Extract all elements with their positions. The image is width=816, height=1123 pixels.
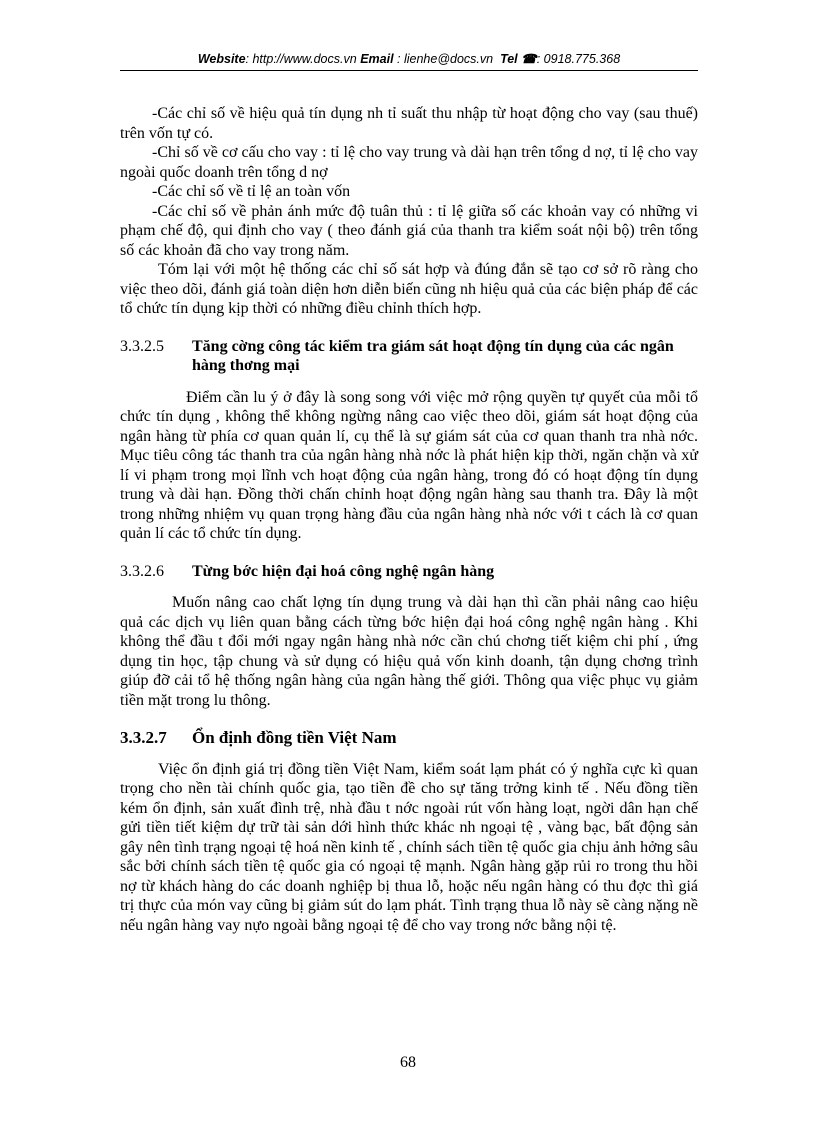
- phone-icon: ☎: [521, 52, 537, 66]
- email-value: : lienhe@docs.vn: [397, 52, 494, 66]
- section-number: 3.3.2.5: [120, 337, 164, 355]
- paragraph-8: Việc ổn định giá trị đồng tiền Việt Nam, kiểm soát lạm phát có ý nghĩa cực kì quan trọng cho nền tài chính quốc gia, tạo tiền đề cho sự tăng trởng kinh tế . Nếu đồng tiền kém ổn định, sản xuất đình trệ, nhà đầu t nớc ngoài rút vốn hàng loạt, ngời dân hạn chế gửi tiền tiết kiệm dự trữ tài sản dới hình thức khác nh ngoại tệ , vàng bạc, bất động sản gây nên tình trạng ngoại tệ hoá nền kinh tế , chính sách tiền tệ quốc gia chịu ảnh hởng sâu sắc bởi chính sách tiền tệ quốc gia có ngoại tệ mạnh. Ngân hàng gặp rủi ro trong thu hồi nợ từ khách hàng do các doanh nghiệp bị thua lỗ, hoặc nếu ngân hàng có thu đợc thì giá trị thực của món vay cũng bị giảm sút do lạm phát. Tình trạng thua lỗ này sẽ càng nặng nề nếu ngân hàng vay nựo ngoài bằng ngoại tệ để cho vay trong nớc bằng nội tệ.: [120, 760, 698, 934]
- paragraph-7: Muốn nâng cao chất lợng tín dụng trung và dài hạn thì cần phải nâng cao hiệu quả các dịch vụ liên quan bằng cách từng bớc hiện đại hoá công nghệ ngân hàng . Khi không thể đầu t đổi mới ngay ngân hàng nhà nớc cần chú chơng tiết kiệm chi phí , ứng dụng tin học, tập chung và sử dụng có hiệu quả vốn kinh doanh, tận dụng chơng trình giúp đỡ cải tổ hệ thống ngân hàng của ngân hàng thế giới. Thông qua việc phục vụ giảm tiền mặt trong lu thông.: [120, 594, 698, 709]
- paragraph-2: -Chỉ số về cơ cấu cho vay : tỉ lệ cho vay trung và dài hạn trên tổng d nợ, tỉ lệ cho vay ngoài quốc doanh trên tổng d nợ: [120, 144, 698, 181]
- paragraph-6: Điểm cần lu ý ở đây là song song với việc mở rộng quyền tự quyết của mỗi tổ chức tín dụng , không thể không ngừng nâng cao việc theo dõi, giám sát hoạt động của ngân hàng từ phía cơ quan quản lí, cụ thể là sự giám sát của cơ quan thanh tra nhà nớc. Mục tiêu công tác thanh tra của ngân hàng nhà nớc là phát hiện kịp thời, ngăn chặn và xử lí vi phạm trong mọi lĩnh vch hoạt động của ngân hàng, trong đó có hoạt động tín dụng trung và dài hạn. Đồng thời chấn chỉnh hoạt động ngân hàng sau thanh tra. Đây là một trong những nhiệm vụ quan trọng hàng đầu của ngân hàng nhà nớc với t cách là cơ quan quản lí các tổ chức tín dụng.: [120, 388, 698, 542]
- section-number: 3.3.2.6: [120, 562, 164, 580]
- section-title: Từng bớc hiện đại hoá công nghệ ngân hàng: [192, 562, 495, 580]
- website-value: : http://www.docs.vn: [245, 52, 357, 66]
- section-title: Tăng cờng công tác kiểm tra giám sát hoạt động tín dụng của các ngân hàng thơng mại: [192, 337, 674, 374]
- tel-value: : 0918.775.368: [536, 52, 621, 66]
- page-number: 68: [400, 1054, 416, 1071]
- section-heading-3-3-2-7: [120, 728, 698, 748]
- paragraph-5: Tóm lại với một hệ thống các chỉ số sát hợp và đúng đắn sẽ tạo cơ sở rõ ràng cho việc theo dõi, đánh giá toàn diện hơn diễn biến cũng nh hiệu quả của các biện pháp để các tổ chức tín dụng kịp thời có những điều chỉnh thích hợp.: [120, 261, 698, 317]
- tel-label: Tel: [500, 52, 518, 66]
- paragraph-3: -Các chỉ số về tỉ lệ an toàn vốn: [152, 183, 351, 200]
- header-rule: [120, 70, 698, 71]
- paragraph-4: -Các chỉ số về phản ánh mức độ tuân thủ : tỉ lệ giữa số các khoản vay có những vi phạm chế độ, qui định cho vay ( theo đánh giá của thanh tra kiểm soát nội bộ) trên tổng số các khoản đã cho vay trong năm.: [120, 202, 698, 259]
- paragraph-1: -Các chỉ số về hiệu quả tín dụng nh tỉ suất thu nhập từ hoạt động cho vay (sau thuế) trên vốn tự có.: [120, 105, 698, 142]
- section-heading-3-3-2-6: [120, 562, 698, 582]
- page-header: [120, 50, 698, 68]
- section-number: 3.3.2.7: [120, 728, 167, 747]
- website-label: Website: [197, 52, 246, 66]
- page-body: [120, 104, 698, 935]
- section-heading-3-3-2-5: [120, 337, 698, 376]
- email-label: Email: [360, 52, 394, 66]
- section-title: Ổn định đồng tiền Việt Nam: [192, 728, 397, 747]
